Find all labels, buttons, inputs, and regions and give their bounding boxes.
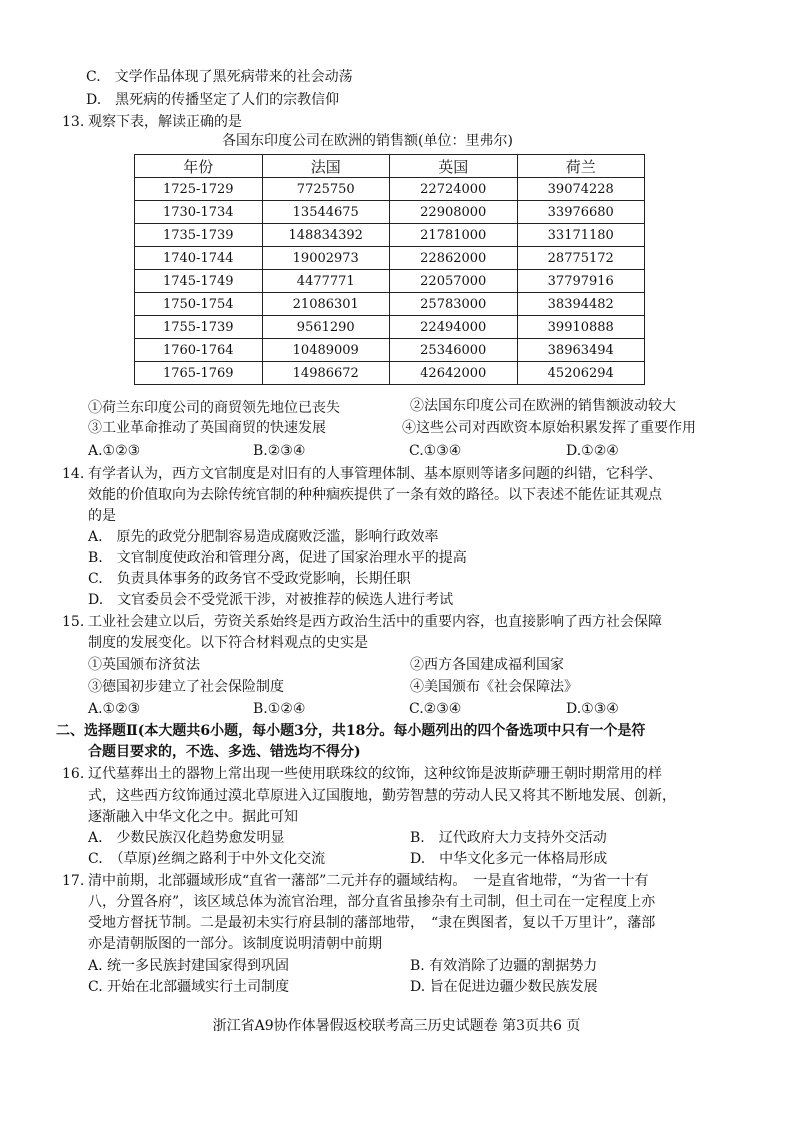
table-cell: 4477771 [262,270,390,293]
table-cell: 22908000 [390,201,518,224]
table-cell: 33171180 [517,224,645,247]
table-cell: 25346000 [390,339,518,362]
q13-option-c: C.①③④ [409,443,462,459]
table-cell: 38963494 [517,339,645,362]
table-cell: 1725-1729 [135,178,263,201]
table-cell: 1755-1739 [135,316,263,339]
table-cell: 148834392 [262,224,390,247]
q17-option-a: A. 统一多民族封建国家得到巩固 [88,958,290,974]
sales-table [134,154,645,385]
q15-statement-3: ③德国初步建立了社会保险制度 [88,679,284,695]
q13-statement-1: ①荷兰东印度公司的商贸领先地位已丧失 [88,400,340,416]
table-cell: 1740-1744 [135,247,263,270]
q17-number: 17. [62,873,85,889]
table-header-cell: 荷兰 [517,155,645,178]
table-cell: 21086301 [262,293,390,316]
table-cell: 25783000 [390,293,518,316]
q17-option-c: C. 开始在北部疆域实行土司制度 [88,979,290,995]
table-cell: 13544675 [262,201,390,224]
table-cell: 45206294 [517,362,645,385]
q16-option-b: B. 辽代政府大力支持外交活动 [410,830,607,846]
table-row [135,362,645,385]
q14-number: 14. [62,466,85,482]
table-cell: 7725750 [262,178,390,201]
q15-stem-line: 制度的发展变化。以下符合材料观点的史实是 [88,635,368,651]
table-row [135,316,645,339]
table-cell: 22862000 [390,247,518,270]
table-cell: 33976680 [517,201,645,224]
q14-option-a: A. 原先的政党分肥制容易造成腐败泛滥，影响行政效率 [88,529,439,545]
q14-stem-line: 的是 [88,508,116,524]
table-cell: 39910888 [517,316,645,339]
table-cell: 37797916 [517,270,645,293]
q13-statement-2: ②法国东印度公司在欧洲的销售额波动较大 [410,398,676,414]
section-2-heading: 二、选择题Ⅱ(本大题共6小题，每小题3分，共18分。每小题列出的四个备选项中只有一个是符 [56,723,646,739]
q16-stem-line: 逐渐融入中华文化之中。据此可知 [88,809,298,825]
q15-stem-line: 工业社会建立以后，劳资关系始终是西方政治生活中的重要内容，也直接影响了西方社会保障 [88,614,662,630]
q12-option-c: C. 文学作品体现了黑死病带来的社会动荡 [86,69,353,85]
section-2-instructions: 合题目要求的，不选、多选、错选均不得分) [88,744,361,760]
q17-stem-line: 八，分置各府”，该区域总体为流官治理，部分直省虽掺杂有土司制，但土司在一定程度上亦 [88,894,656,910]
table-cell: 9561290 [262,316,390,339]
q14-stem-line: 有学者认为，西方文官制度是对旧有的人事管理体制、基本原则等诸多问题的纠错，它科学、 [88,466,662,482]
q15-statement-2: ②西方各国建成福利国家 [410,657,564,673]
table-cell: 1750-1754 [135,293,263,316]
table-cell: 22494000 [390,316,518,339]
table-cell: 22724000 [390,178,518,201]
q14-option-c: C. 负责具体事务的政务官不受政党影响，长期任职 [88,571,411,587]
table-header-cell: 法国 [262,155,390,178]
table-cell: 22057000 [390,270,518,293]
table-cell: 1765-1769 [135,362,263,385]
table-cell: 1745-1749 [135,270,263,293]
q16-number: 16. [62,766,85,782]
q17-option-d: D. 旨在促进边疆少数民族发展 [410,979,598,995]
q17-stem-line: 受地方督抚节制。二是最初未实行府县制的藩部地带， “隶在舆图者，复以千万里计”，藩部 [88,915,656,931]
q15-option-d: D.①③④ [566,701,619,717]
table-cell: 14986672 [262,362,390,385]
table-cell: 28775172 [517,247,645,270]
table-cell: 21781000 [390,224,518,247]
q14-option-b: B. 文官制度使政治和管理分离，促进了国家治理水平的提高 [88,550,467,566]
q13-statement-3: ③工业革命推动了英国商贸的快速发展 [88,420,326,436]
q14-option-d: D. 文官委员会不受党派干涉，对被推荐的候选人进行考试 [88,592,454,608]
q13-stem: 观察下表，解读正确的是 [88,114,242,130]
table-cell: 38394482 [517,293,645,316]
q17-stem-line: 清中前期，北部疆域形成“直省一藩部”二元并存的疆域结构。 一是直省地带，“为省一十有 [88,873,649,889]
table-row [135,201,645,224]
q15-option-c: C.②③④ [409,701,462,717]
q16-stem-line: 辽代墓葬出土的器物上常出现一些使用联珠纹的纹饰，这种纹饰是波斯萨珊王朝时期常用的样 [88,766,662,782]
table-caption: 各国东印度公司在欧洲的销售额(单位：里弗尔) [222,133,513,149]
table-row [135,247,645,270]
q16-option-c: C. （草原)丝绸之路利于中外文化交流 [88,851,326,867]
q15-option-a: A.①②③ [88,701,141,717]
table-row [135,293,645,316]
q13-statement-4: ④这些公司对西欧资本原始积累发挥了重要作用 [402,420,696,436]
q15-number: 15. [62,614,85,630]
q12-option-d: D. 黑死病的传播坚定了人们的宗教信仰 [86,92,340,108]
q15-statement-4: ④美国颁布《社会保障法》 [410,679,578,695]
table-cell: 42642000 [390,362,518,385]
q15-option-b: B.①②④ [253,701,306,717]
q17-stem-line: 亦是清朝版图的一部分。该制度说明清朝中前期 [88,936,382,952]
table-header-cell: 年份 [135,155,263,178]
table-row [135,224,645,247]
table-cell: 1735-1739 [135,224,263,247]
q13-number: 13. [62,114,85,130]
q13-option-a: A.①②③ [88,443,141,459]
table-cell: 10489009 [262,339,390,362]
q14-stem-line: 效能的价值取向为去除传统官制的种种痼疾提供了一条有效的路径。以下表述不能佐证其观点 [88,487,662,503]
table-row [135,178,645,201]
page-footer: 浙江省A9协作体暑假返校联考高三历史试题卷 第3页共6 页 [212,1018,581,1034]
table-row [135,339,645,362]
table-header-row [135,155,645,178]
table-cell: 1760-1764 [135,339,263,362]
q16-option-d: D. 中华文化多元一体格局形成 [410,851,608,867]
q13-option-d: D.①②④ [566,443,619,459]
table-cell: 39074228 [517,178,645,201]
table-header-cell: 英国 [390,155,518,178]
table-cell: 1730-1734 [135,201,263,224]
q13-option-b: B.②③④ [253,443,306,459]
q16-option-a: A. 少数民族汉化趋势愈发明显 [88,830,285,846]
table-cell: 19002973 [262,247,390,270]
table-row [135,270,645,293]
q15-statement-1: ①英国颁布济贫法 [88,657,200,673]
q16-stem-line: 式，这些西方纹饰通过漠北草原进入辽国腹地，勤劳智慧的劳动人民又将其不断地发展、创新， [88,788,676,804]
q17-option-b: B. 有效消除了边疆的割据势力 [410,958,598,974]
